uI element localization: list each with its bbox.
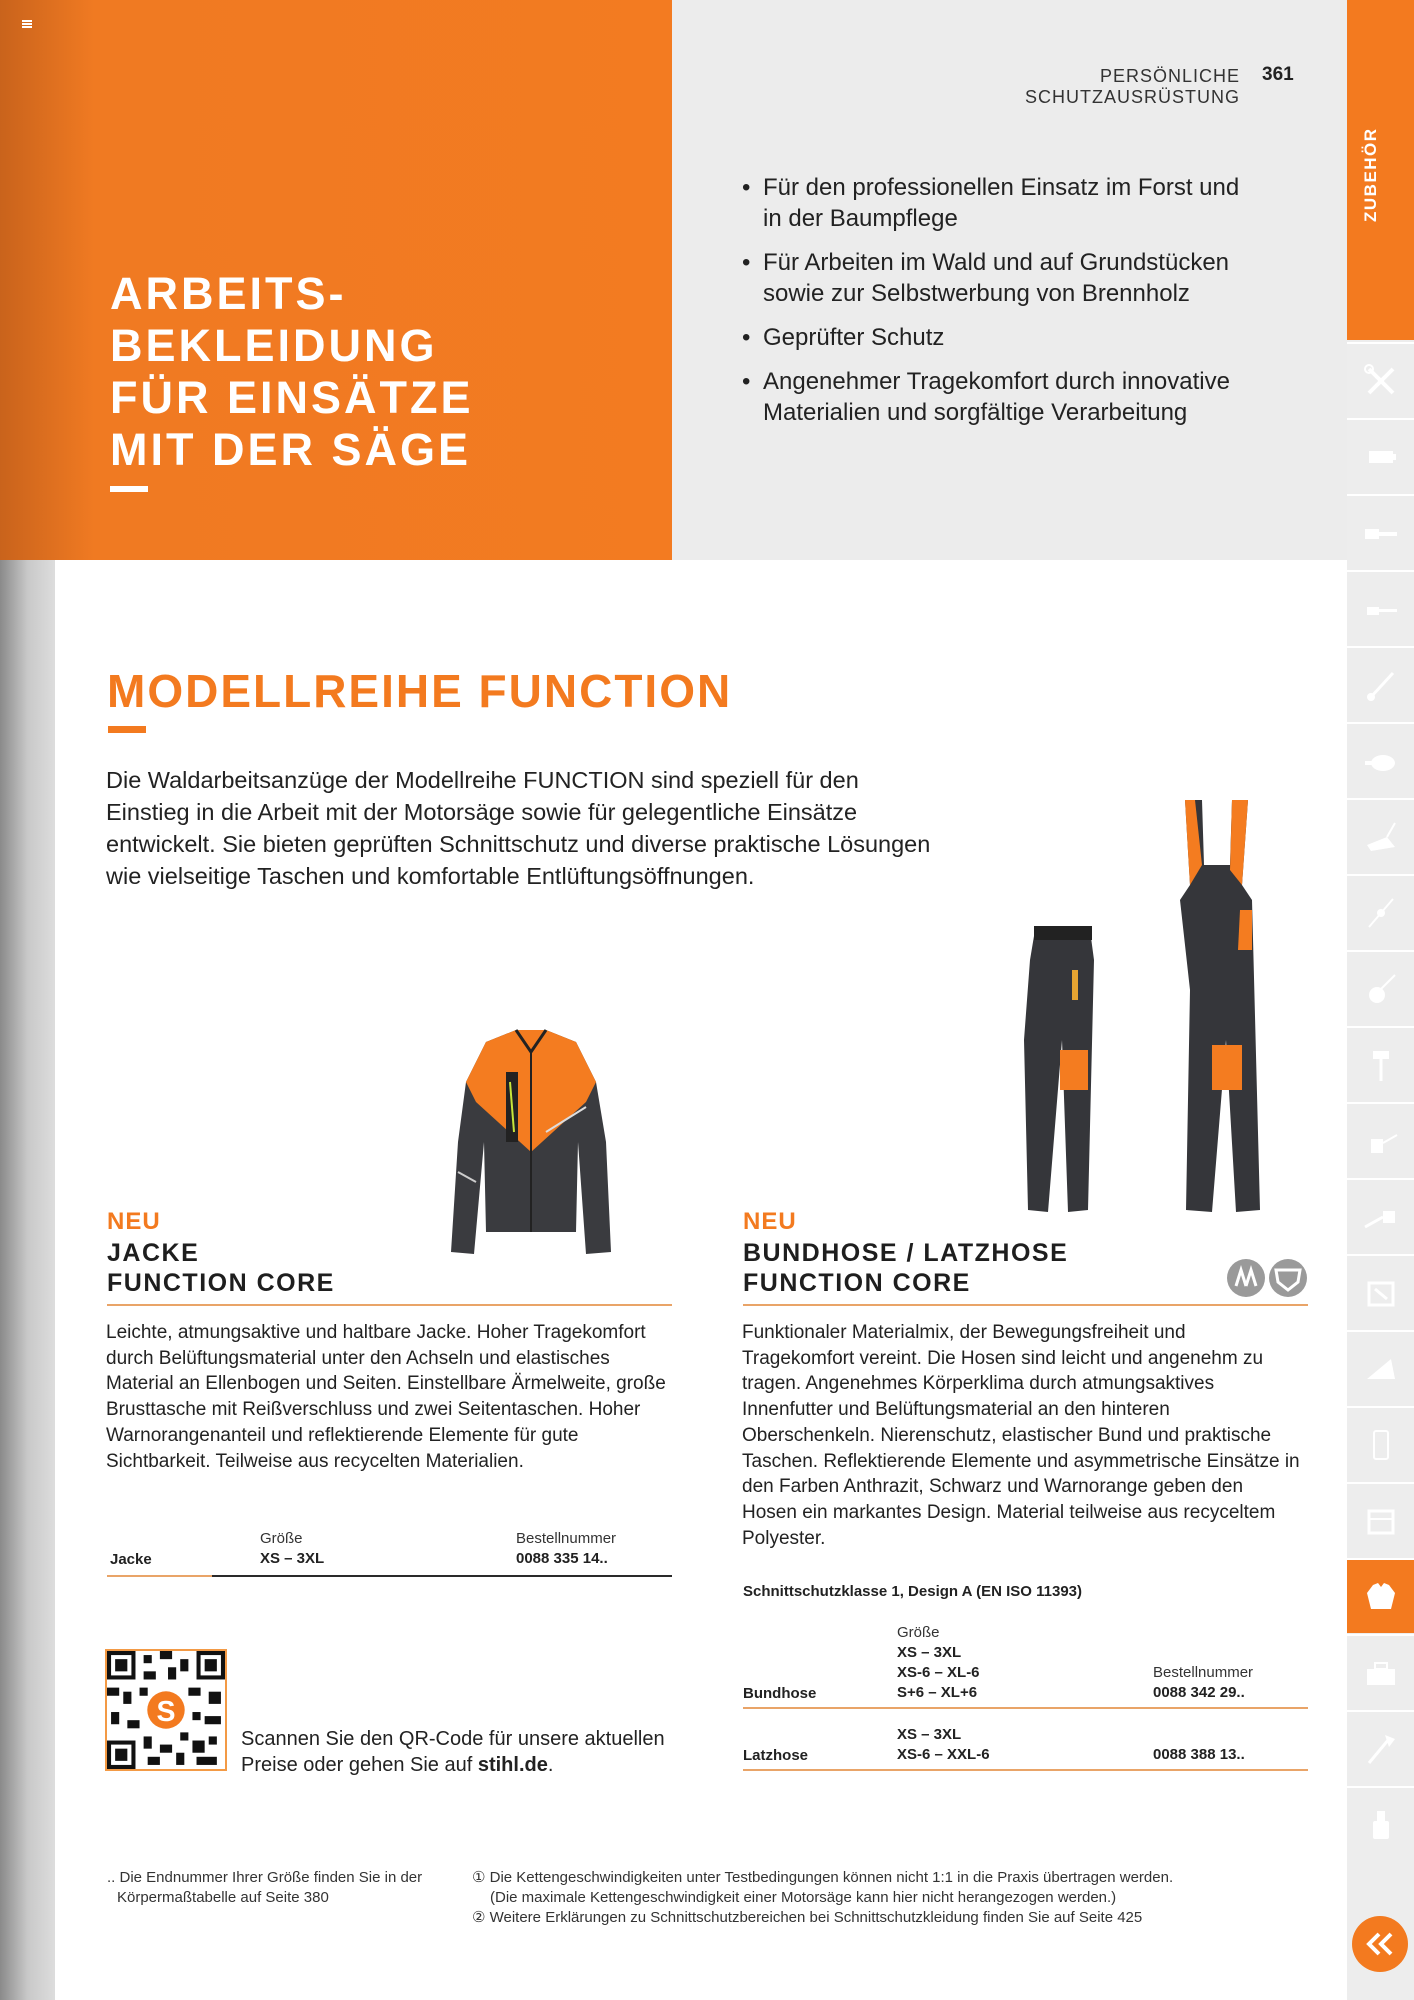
sidebar-item-tools[interactable]	[1347, 342, 1414, 417]
table-row-order-number: 0088 335 14..	[516, 1550, 608, 1567]
table-rule	[743, 1769, 1308, 1771]
footnote-chain-speed: ① Die Kettengeschwindigkeiten unter Testbedingungen können nicht 1:1 in die Praxis übertragen werden.	[472, 1869, 1174, 1886]
sidebar-item-trimmer[interactable]	[1347, 874, 1414, 949]
trimmer-icon	[1361, 893, 1401, 933]
product-title: BUNDHOSE / LATZHOSE FUNCTION CORE	[743, 1239, 1069, 1297]
sidebar-item-robot-mower[interactable]	[1347, 1330, 1414, 1405]
hero-bullet-list	[742, 172, 1262, 441]
chainsaw-icon	[1361, 513, 1401, 553]
footnote-size-page: Körpermaßtabelle auf Seite 380	[117, 1889, 329, 1906]
sidebar-item-sprayer[interactable]	[1347, 1102, 1414, 1177]
table-rule-accent	[107, 1575, 212, 1577]
sidebar-item-smartphone[interactable]	[1347, 1406, 1414, 1481]
hero-bullet: • Angenehmer Tragekomfort durch innovative Materialien und sorgfältige Verarbeitung	[742, 366, 1262, 428]
product-description: Funktionaler Materialmix, der Bewegungsfreiheit und Tragekomfort vereint. Die Hosen sind leicht und angenehm zu tragen. Angenehmes Körperklima durch atmungsaktives Innenfutter und Belüftungsmaterial an den hinteren Oberschenkeln. Nierenschutz, elastischer Bund und praktische Taschen. Reflektierende Elemente und asymmetrische Einsätze in den Farben Anthrazit, Schwarz und Warnorange geben den Hosen ein markantes Design. Material teilweise aus recyceltem Polyester.	[742, 1322, 1300, 1549]
toolbox-icon	[1361, 1653, 1401, 1693]
qr-instructions	[241, 1726, 681, 1778]
table-row-size: XS-6 – XL-6	[897, 1664, 980, 1681]
pressure-washer-icon	[1361, 1197, 1401, 1237]
section-title: MODELLREIHE FUNCTION	[107, 665, 733, 717]
category-sidebar	[1347, 0, 1414, 2000]
section-header: PERSÖNLICHE SCHUTZAUSRÜSTUNG	[1024, 66, 1240, 107]
hero-title: ARBEITS- BEKLEIDUNG FÜR EINSÄTZE MIT DER SÄGE	[110, 268, 474, 475]
product-new-badge: NEU	[743, 1208, 797, 1235]
double-chevron-left-icon	[1365, 1932, 1395, 1956]
sidebar-tab-label: ZUBEHÖR	[1361, 127, 1380, 223]
trousers-image	[990, 790, 1290, 1220]
hero-bullet: • Für den professionellen Einsatz im Forst und in der Baumpflege	[742, 172, 1262, 234]
sidebar-item-brushcutter[interactable]	[1347, 646, 1414, 721]
shredder-icon	[1361, 1273, 1401, 1313]
brushcutter-icon	[1361, 665, 1401, 705]
table-row-size: XS – 3XL	[897, 1726, 962, 1743]
sidebar-item-pressure-washer[interactable]	[1347, 1178, 1414, 1253]
protection-class: Schnittschutzklasse 1, Design A (EN ISO 11393)	[743, 1583, 1083, 1600]
section-title-underline	[108, 726, 146, 733]
product-new-badge: NEU	[107, 1208, 161, 1235]
auger-icon	[1361, 1045, 1401, 1085]
product-description: Leichte, atmungsaktive und haltbare Jacke. Hoher Tragekomfort durch Belüftungsmaterial unter den Achseln und elastisches Material an Ellenbogen und Seiten. Einstellbare Ärmelweite, große Brusttasche mit Reißverschluss und zwei Seitentaschen. Hoher Warnorangenanteil und reflektierende Elemente für gute Sichtbarkeit. Teilweise aus recycelten Materialien.	[106, 1322, 666, 1472]
sidebar-item-clothing[interactable]	[1347, 1558, 1414, 1633]
sidebar-item-chainsaw[interactable]	[1347, 494, 1414, 569]
menu-icon[interactable]	[22, 20, 32, 28]
storage-icon	[1361, 1501, 1401, 1541]
svg-text:S: S	[156, 1695, 176, 1728]
footnote-protection-areas: ② Weitere Erklärungen zu Schnittschutzbereichen bei Schnittschutzkleidung finden Sie auf Seite 425	[472, 1909, 1143, 1926]
sidebar-item-battery[interactable]	[1347, 418, 1414, 493]
sidebar-item-lawnmower[interactable]	[1347, 798, 1414, 873]
hero-title-underline	[110, 486, 148, 492]
table-row-order-number: 0088 342 29..	[1153, 1684, 1245, 1701]
table-row-order-number: 0088 388 13..	[1153, 1746, 1245, 1763]
sidebar-item-cleaner[interactable]	[1347, 1786, 1414, 1861]
sidebar-item-cultivator[interactable]	[1347, 950, 1414, 1025]
order-column-header: Bestellnummer	[516, 1530, 617, 1547]
table-rule	[743, 1707, 1308, 1709]
smartphone-icon	[1361, 1425, 1401, 1465]
battery-icon	[1361, 437, 1401, 477]
sidebar-tab-accessories[interactable]	[1347, 0, 1414, 340]
section-intro: Die Waldarbeitsanzüge der Modellreihe FUNCTION sind speziell für den Einstieg in die Arbeit mit der Motorsäge sowie für gelegentliche Einsätze entwickelt. Sie bieten geprüften Schnittschutz und diverse praktische Lösungen wie vielseitige Taschen und komfortable Entlüftungsöffnungen.	[106, 767, 931, 889]
hero-bullet: • Geprüfter Schutz	[742, 322, 1262, 353]
footnote-size: .. Die Endnummer Ihrer Größe finden Sie in der	[107, 1869, 423, 1886]
table-row-label: Bundhose	[743, 1685, 817, 1702]
qr-code[interactable]	[105, 1649, 227, 1771]
table-row-label: Jacke	[110, 1551, 152, 1568]
size-column-header: Größe	[897, 1624, 940, 1641]
footnote-chain-speed-note: (Die maximale Kettengeschwindigkeit einer Motorsäge kann hier nicht herangezogen werden.)	[490, 1889, 1117, 1906]
sidebar-item-shredder[interactable]	[1347, 1254, 1414, 1329]
divider	[743, 1304, 1308, 1306]
robot-mower-icon	[1361, 1349, 1401, 1389]
blower-icon	[1361, 741, 1401, 781]
table-row-size: XS – 3XL	[260, 1550, 325, 1567]
page-number: 361	[1262, 64, 1294, 85]
sidebar-item-axe[interactable]	[1347, 1710, 1414, 1785]
product-title: JACKE FUNCTION CORE	[107, 1239, 335, 1297]
hedge-trimmer-icon	[1361, 589, 1401, 629]
sidebar-item-hedge-trimmer[interactable]	[1347, 570, 1414, 645]
cultivator-icon	[1361, 969, 1401, 1009]
size-column-header: Größe	[260, 1530, 303, 1547]
table-row-size: XS – 3XL	[897, 1644, 962, 1661]
cleaner-bottle-icon	[1361, 1805, 1401, 1845]
table-row-size: S+6 – XL+6	[897, 1684, 978, 1701]
hero-bullet: • Für Arbeiten im Wald und auf Grundstücken sowie zur Selbstwerbung von Brennholz	[742, 247, 1262, 309]
table-row-size: XS-6 – XXL-6	[897, 1746, 990, 1763]
lawnmower-icon	[1361, 817, 1401, 857]
certification-icons	[1226, 1258, 1308, 1298]
clothing-icon	[1361, 1577, 1401, 1617]
qr-instructions-text: Scannen Sie den QR-Code für unsere aktuellen Preise oder gehen Sie auf	[241, 1728, 665, 1776]
tools-icon	[1361, 361, 1401, 401]
back-button[interactable]	[1352, 1916, 1408, 1972]
jacket-image	[446, 1022, 616, 1262]
axe-icon	[1361, 1729, 1401, 1769]
sidebar-item-auger[interactable]	[1347, 1026, 1414, 1101]
qr-code-pattern	[107, 1651, 225, 1769]
sidebar-item-toolbox[interactable]	[1347, 1634, 1414, 1709]
table-row-label: Latzhose	[743, 1747, 809, 1764]
website-link[interactable]: stihl.de	[477, 1754, 548, 1776]
qr-instructions-suffix: .	[547, 1754, 554, 1776]
order-column-header: Bestellnummer	[1153, 1664, 1254, 1681]
divider	[107, 1304, 672, 1306]
sidebar-item-storage[interactable]	[1347, 1482, 1414, 1557]
sprayer-icon	[1361, 1121, 1401, 1161]
sidebar-item-blower[interactable]	[1347, 722, 1414, 797]
